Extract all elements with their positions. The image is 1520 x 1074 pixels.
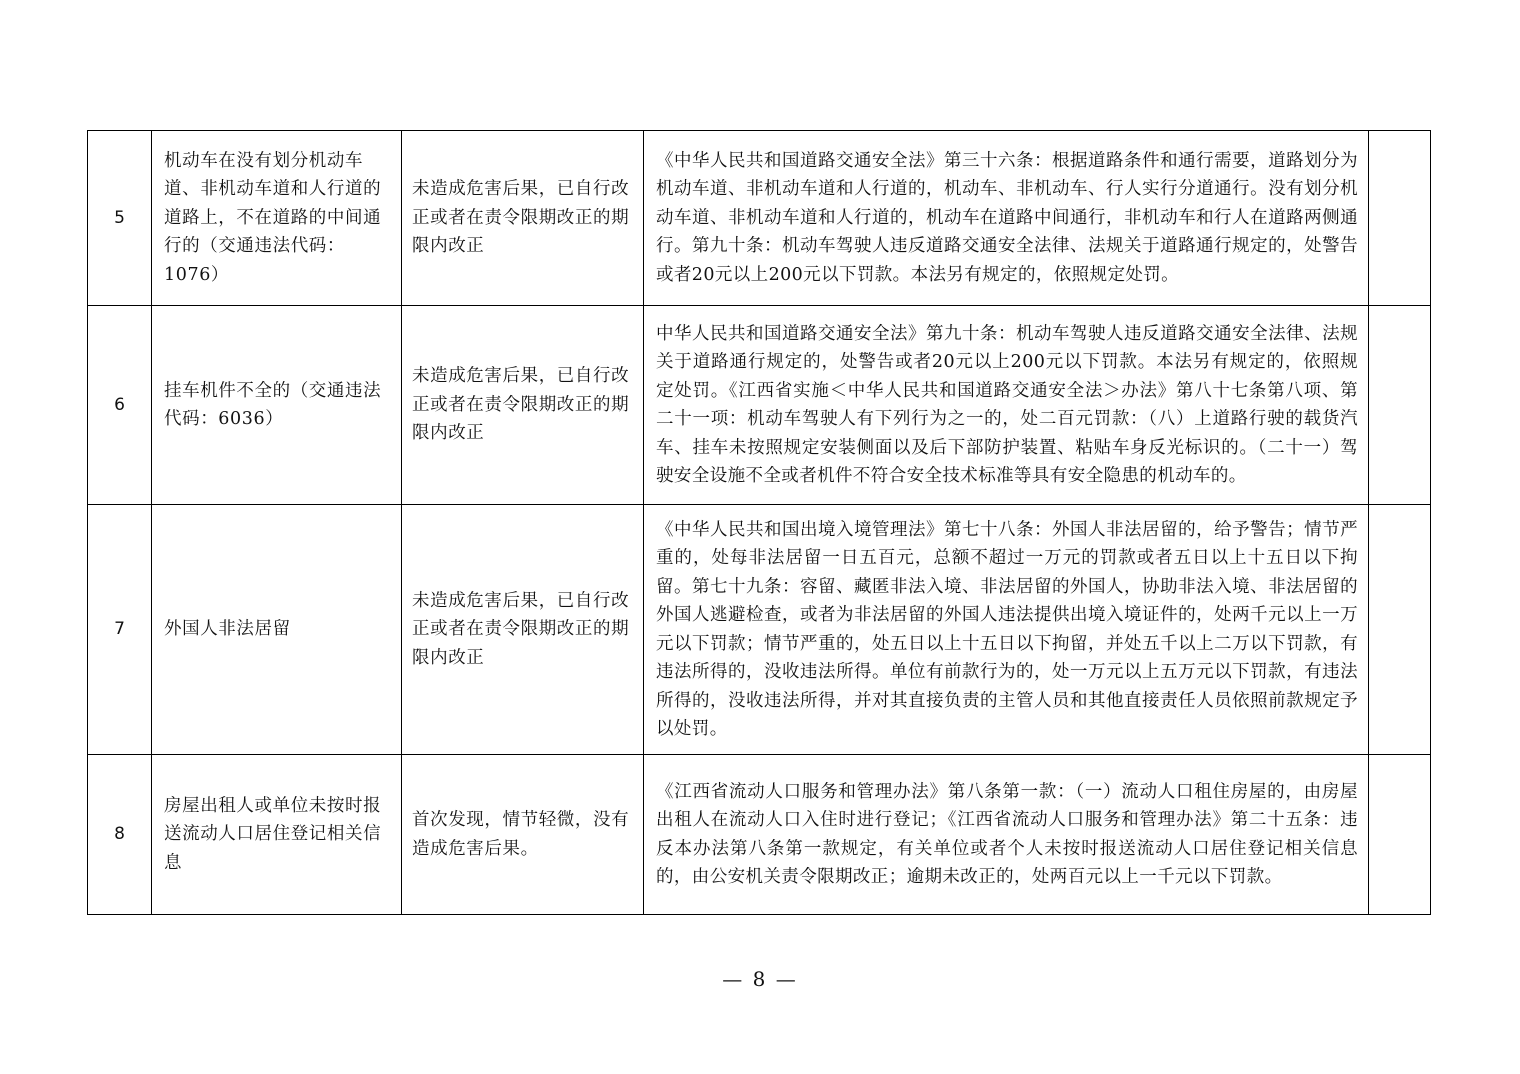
remark-cell	[1369, 306, 1431, 505]
row-number: 8	[88, 755, 152, 915]
row-number: 6	[88, 306, 152, 505]
violation-behavior: 机动车在没有划分机动车道、非机动车道和人行道的道路上，不在道路的中间通行的（交通违法代码：1076）	[152, 131, 402, 306]
legal-basis: 《江西省流动人口服务和管理办法》第八条第一款：（一）流动人口租住房屋的，由房屋出租人在流动人口入住时进行登记；《江西省流动人口服务和管理办法》第二十五条：违反本办法第八条第一款规定，有关单位或者个人未按时报送流动人口居住登记相关信息的，由公安机关责令限期改正；逾期未改正的，处两百元以上一千元以下罚款。	[644, 755, 1369, 915]
table-row	[88, 755, 1431, 915]
exemption-condition: 未造成危害后果，已自行改正或者在责令限期改正的期限内改正	[402, 505, 644, 755]
legal-basis: 《中华人民共和国道路交通安全法》第三十六条：根据道路条件和通行需要，道路划分为机动车道、非机动车道和人行道的，机动车、非机动车、行人实行分道通行。没有划分机动车道、非机动车道和人行道的，机动车在道路中间通行，非机动车和行人在道路两侧通行。第九十条：机动车驾驶人违反道路交通安全法律、法规关于道路通行规定的，处警告或者20元以上200元以下罚款。本法另有规定的，依照规定处罚。	[644, 131, 1369, 306]
legal-basis: 《中华人民共和国出境入境管理法》第七十八条：外国人非法居留的，给予警告；情节严重的，处每非法居留一日五百元，总额不超过一万元的罚款或者五日以上十五日以下拘留。第七十九条：容留、藏匿非法入境、非法居留的外国人，协助非法入境、非法居留的外国人逃避检查，或者为非法居留的外国人违法提供出境入境证件的，处两千元以上一万元以下罚款；情节严重的，处五日以上十五日以下拘留，并处五千以上二万以下罚款，有违法所得的，没收违法所得。单位有前款行为的，处一万元以上五万元以下罚款，有违法所得的，没收违法所得，并对其直接负责的主管人员和其他直接责任人员依照前款规定予以处罚。	[644, 505, 1369, 755]
table-row	[88, 131, 1431, 306]
exemption-condition: 未造成危害后果，已自行改正或者在责令限期改正的期限内改正	[402, 131, 644, 306]
regulation-table	[87, 130, 1431, 915]
exemption-condition: 未造成危害后果，已自行改正或者在责令限期改正的期限内改正	[402, 306, 644, 505]
page-number: — 8 —	[722, 967, 798, 991]
violation-behavior: 房屋出租人或单位未按时报送流动人口居住登记相关信息	[152, 755, 402, 915]
row-number: 5	[88, 131, 152, 306]
violation-behavior: 外国人非法居留	[152, 505, 402, 755]
row-number: 7	[88, 505, 152, 755]
remark-cell	[1369, 131, 1431, 306]
exemption-condition: 首次发现，情节轻微，没有造成危害后果。	[402, 755, 644, 915]
table-row	[88, 505, 1431, 755]
remark-cell	[1369, 505, 1431, 755]
legal-basis: 中华人民共和国道路交通安全法》第九十条：机动车驾驶人违反道路交通安全法律、法规关于道路通行规定的，处警告或者20元以上200元以下罚款。本法另有规定的，依照规定处罚。《江西省实施＜中华人民共和国道路交通安全法＞办法》第八十七条第八项、第二十一项：机动车驾驶人有下列行为之一的，处二百元罚款：（八）上道路行驶的载货汽车、挂车未按照规定安装侧面以及后下部防护装置、粘贴车身反光标识的。（二十一）驾驶安全设施不全或者机件不符合安全技术标准等具有安全隐患的机动车的。	[644, 306, 1369, 505]
table-row	[88, 306, 1431, 505]
remark-cell	[1369, 755, 1431, 915]
violation-behavior: 挂车机件不全的（交通违法代码：6036）	[152, 306, 402, 505]
